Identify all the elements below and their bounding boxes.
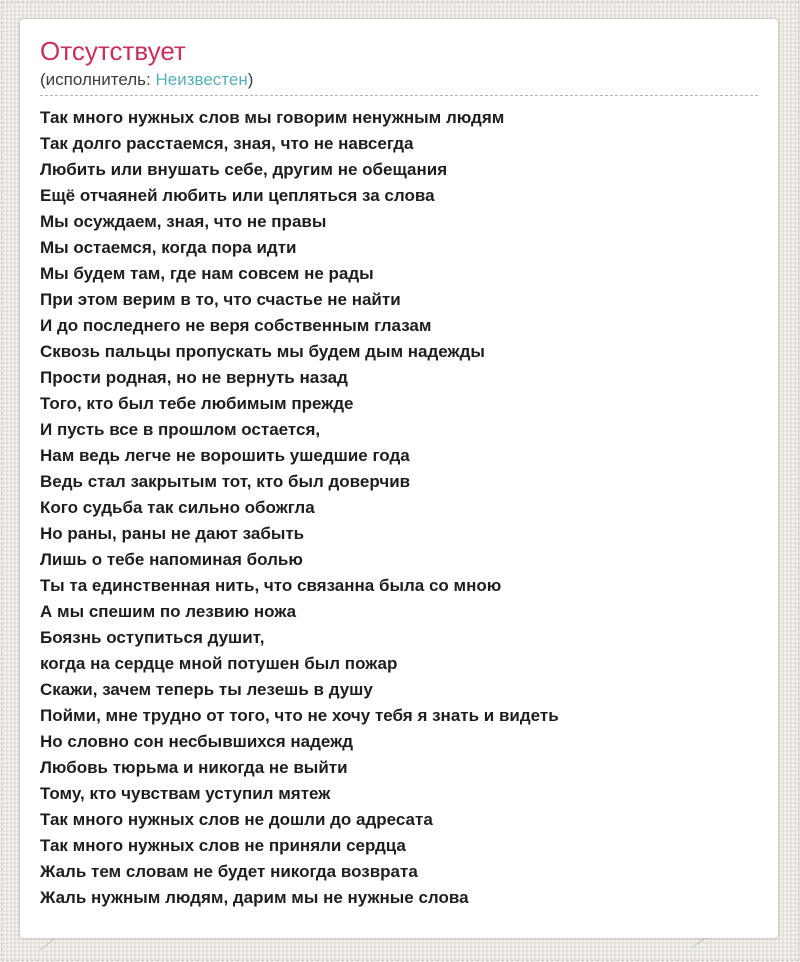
lyric-line: Так много нужных слов не приняли сердца xyxy=(40,836,406,855)
lyric-line: Сквозь пальцы пропускать мы будем дым надежды xyxy=(40,342,485,361)
artist-suffix: ) xyxy=(247,70,254,89)
lyric-line: Но раны, раны не дают забыть xyxy=(40,524,305,543)
lyric-line: когда на сердце мной потушен был пожар xyxy=(40,654,398,673)
lyric-line: Боязнь оступиться душит, xyxy=(40,628,265,647)
lyric-line: Того, кто был тебе любимым прежде xyxy=(40,394,354,413)
song-title: Отсутствует xyxy=(40,36,186,66)
lyric-line: Ты та единственная нить, что связанна была со мною xyxy=(40,576,502,595)
lyric-line: Но словно сон несбывшихся надежд xyxy=(40,732,353,751)
artist-link[interactable]: Неизвестен xyxy=(155,70,248,89)
lyric-line: Ведь стал закрытым тот, кто был доверчив xyxy=(40,472,411,491)
lyric-line: Лишь о тебе напоминая болью xyxy=(40,550,303,569)
lyric-line: Жаль тем словам не будет никогда возврата xyxy=(40,862,418,881)
lyric-line: И до последнего не веря собственным глазам xyxy=(40,316,432,335)
lyrics-block xyxy=(40,105,758,911)
lyric-line: Любовь тюрьма и никогда не выйти xyxy=(40,758,348,777)
lyric-line: При этом верим в то, что счастье не найти xyxy=(40,290,401,309)
texture-curl-mark xyxy=(692,937,707,949)
lyric-line: А мы спешим по лезвию ножа xyxy=(40,602,297,621)
lyric-line: Мы будем там, где нам совсем не рады xyxy=(40,264,374,283)
lyric-line: Так много нужных слов не дошли до адресата xyxy=(40,810,433,829)
lyric-line: Пойми, мне трудно от того, что не хочу тебя я знать и видеть xyxy=(40,706,559,725)
lyric-line: Тому, кто чувствам уступил мятеж xyxy=(40,784,331,803)
lyric-line: Мы остаемся, когда пора идти xyxy=(40,238,297,257)
lyric-line: Кого судьба так сильно обожгла xyxy=(40,498,315,517)
texture-curl-mark xyxy=(40,939,55,951)
lyric-line: И пусть все в прошлом остается, xyxy=(40,420,321,439)
artist-label: (исполнитель: xyxy=(40,70,156,89)
lyric-line: Мы осуждаем, зная, что не правы xyxy=(40,212,327,231)
lyric-line: Ещё отчаяней любить или цепляться за слова xyxy=(40,186,435,205)
lyric-line: Так много нужных слов мы говорим ненужным людям xyxy=(40,108,505,127)
artist-line xyxy=(40,69,758,96)
lyric-line: Так долго расстаемся, зная, что не навсегда xyxy=(40,134,414,153)
lyric-line: Любить или внушать себе, другим не обещания xyxy=(40,160,448,179)
lyric-line: Скажи, зачем теперь ты лезешь в душу xyxy=(40,680,373,699)
lyric-line: Прости родная, но не вернуть назад xyxy=(40,368,348,387)
lyric-line: Нам ведь легче не ворошить ушедшие года xyxy=(40,446,410,465)
lyrics-card xyxy=(20,19,778,938)
lyric-line: Жаль нужным людям, дарим мы не нужные слова xyxy=(40,888,469,907)
